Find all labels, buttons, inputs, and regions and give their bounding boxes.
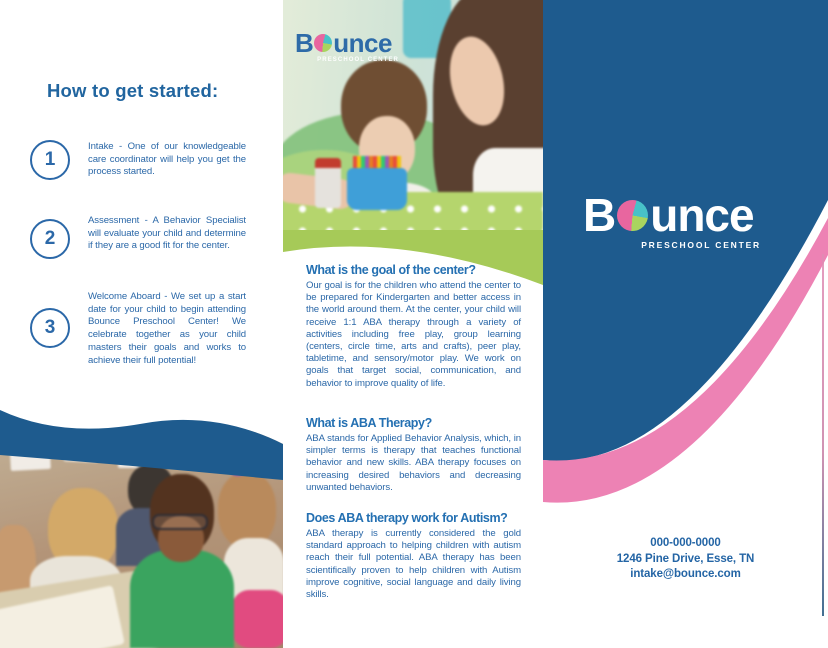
section-heading: What is ABA Therapy?	[306, 416, 432, 430]
logo-tagline: PRESCHOOL CENTER	[317, 57, 399, 63]
glasses-shape	[152, 514, 208, 530]
child-shape	[130, 550, 234, 648]
step-number: 3	[44, 317, 56, 338]
step-text: Welcome Aboard - We set up a start date for your child to begin attending Bounce Preschool Center! We celebrate together as your child masters their goals and works to achieve their full potential!	[88, 291, 246, 366]
logo-letters-unce: unce	[650, 189, 754, 241]
step-number: 2	[44, 228, 56, 249]
step-number-badge	[30, 219, 70, 259]
contact-address: 1246 Pine Drive, Esse, TN	[616, 552, 755, 565]
step-number-badge	[30, 140, 70, 180]
bounce-logo	[295, 30, 399, 63]
step-number-badge	[30, 308, 70, 348]
section-body: ABA stands for Applied Behavior Analysis, which, in simpler terms is therapy that teaches functional behavior and new skills. ABA therapy focuses on increasing desired behaviors and decreasing unwanted behaviors.	[306, 433, 521, 493]
step-number: 1	[44, 149, 56, 170]
bounce-ball-icon	[617, 200, 648, 231]
left-heading: How to get started:	[47, 80, 219, 101]
section-body: ABA therapy is currently considered the gold standard approach to helping children with autism reach their full potential. ABA therapy has been scientifically proven to help children with Autism improve cognitive, social language and daily living skills.	[306, 528, 521, 601]
info-section-aba	[306, 416, 521, 494]
left-wave-decoration	[0, 398, 283, 490]
bounce-wordmark	[295, 30, 399, 56]
bounce-logo-cover	[583, 189, 761, 250]
bounce-ball-icon	[314, 34, 332, 52]
section-body: Our goal is for the children who attend the center to be prepared for Kindergarten and better access in the world around them. At the center, your child will receive 1:1 ABA therapy through a variety of activities including free play, group learning (centers, circle time, arts and crafts), peer play, tabletime, and sensory/motor play. We work on goals that target social, communication, and behavior to improve quality of life.	[306, 280, 521, 389]
basket-shape	[347, 168, 407, 210]
info-section-autism	[306, 511, 521, 601]
logo-letters-unce: unce	[333, 28, 392, 58]
logo-letter-b: B	[583, 189, 616, 241]
logo-letter-b: B	[295, 28, 314, 58]
step-text: Assessment - A Behavior Specialist will evaluate your child and determine if they are a good fit for the center.	[88, 215, 246, 252]
contact-block	[543, 536, 828, 583]
panel-cover	[543, 0, 828, 648]
contact-email: intake@bounce.com	[630, 568, 741, 580]
green-wave-decoration	[283, 230, 543, 290]
step-text: Intake - One of our knowledgeable care coordinator will help you get the process started.	[88, 141, 246, 178]
section-heading: Does ABA therapy work for Autism?	[306, 511, 508, 525]
logo-tagline: PRESCHOOL CENTER	[641, 240, 761, 250]
child-shape	[232, 590, 283, 648]
section-heading: What is the goal of the center?	[306, 263, 476, 277]
contact-phone: 000-000-0000	[650, 537, 721, 549]
jar-shape	[315, 158, 341, 208]
bounce-wordmark	[583, 189, 761, 241]
